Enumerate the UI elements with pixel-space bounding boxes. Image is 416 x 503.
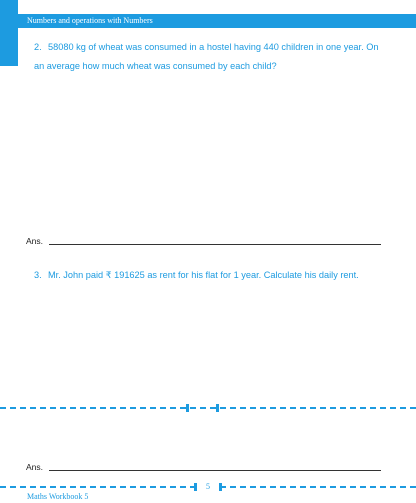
book-title: Maths Workbook 5	[27, 492, 89, 501]
answer-underline	[49, 470, 381, 471]
question-text: 58080 kg of wheat was consumed in a hostel having 440 children in one year. On an average how much wheat was consumed by each child?	[34, 42, 379, 71]
question-number: 3.	[34, 270, 42, 280]
answer-underline	[49, 244, 381, 245]
answer-line-2[interactable]	[26, 234, 381, 248]
divider-marker	[186, 404, 189, 412]
page-number: 5	[200, 479, 216, 495]
question-3	[34, 266, 389, 285]
answer-line-3[interactable]	[26, 460, 381, 474]
header-accent-block	[0, 0, 18, 66]
divider-marker	[219, 483, 222, 491]
dashed-line	[0, 407, 416, 409]
answer-label: Ans.	[26, 236, 44, 246]
question-text: Mr. John paid ₹ 191625 as rent for his flat for 1 year. Calculate his daily rent.	[48, 270, 359, 280]
question-number: 2.	[34, 42, 42, 52]
answer-label: Ans.	[26, 462, 44, 472]
divider-marker	[216, 404, 219, 412]
divider-marker	[194, 483, 197, 491]
section-divider	[0, 404, 416, 412]
question-2	[34, 38, 389, 76]
chapter-title: Numbers and operations with Numbers	[27, 16, 153, 25]
